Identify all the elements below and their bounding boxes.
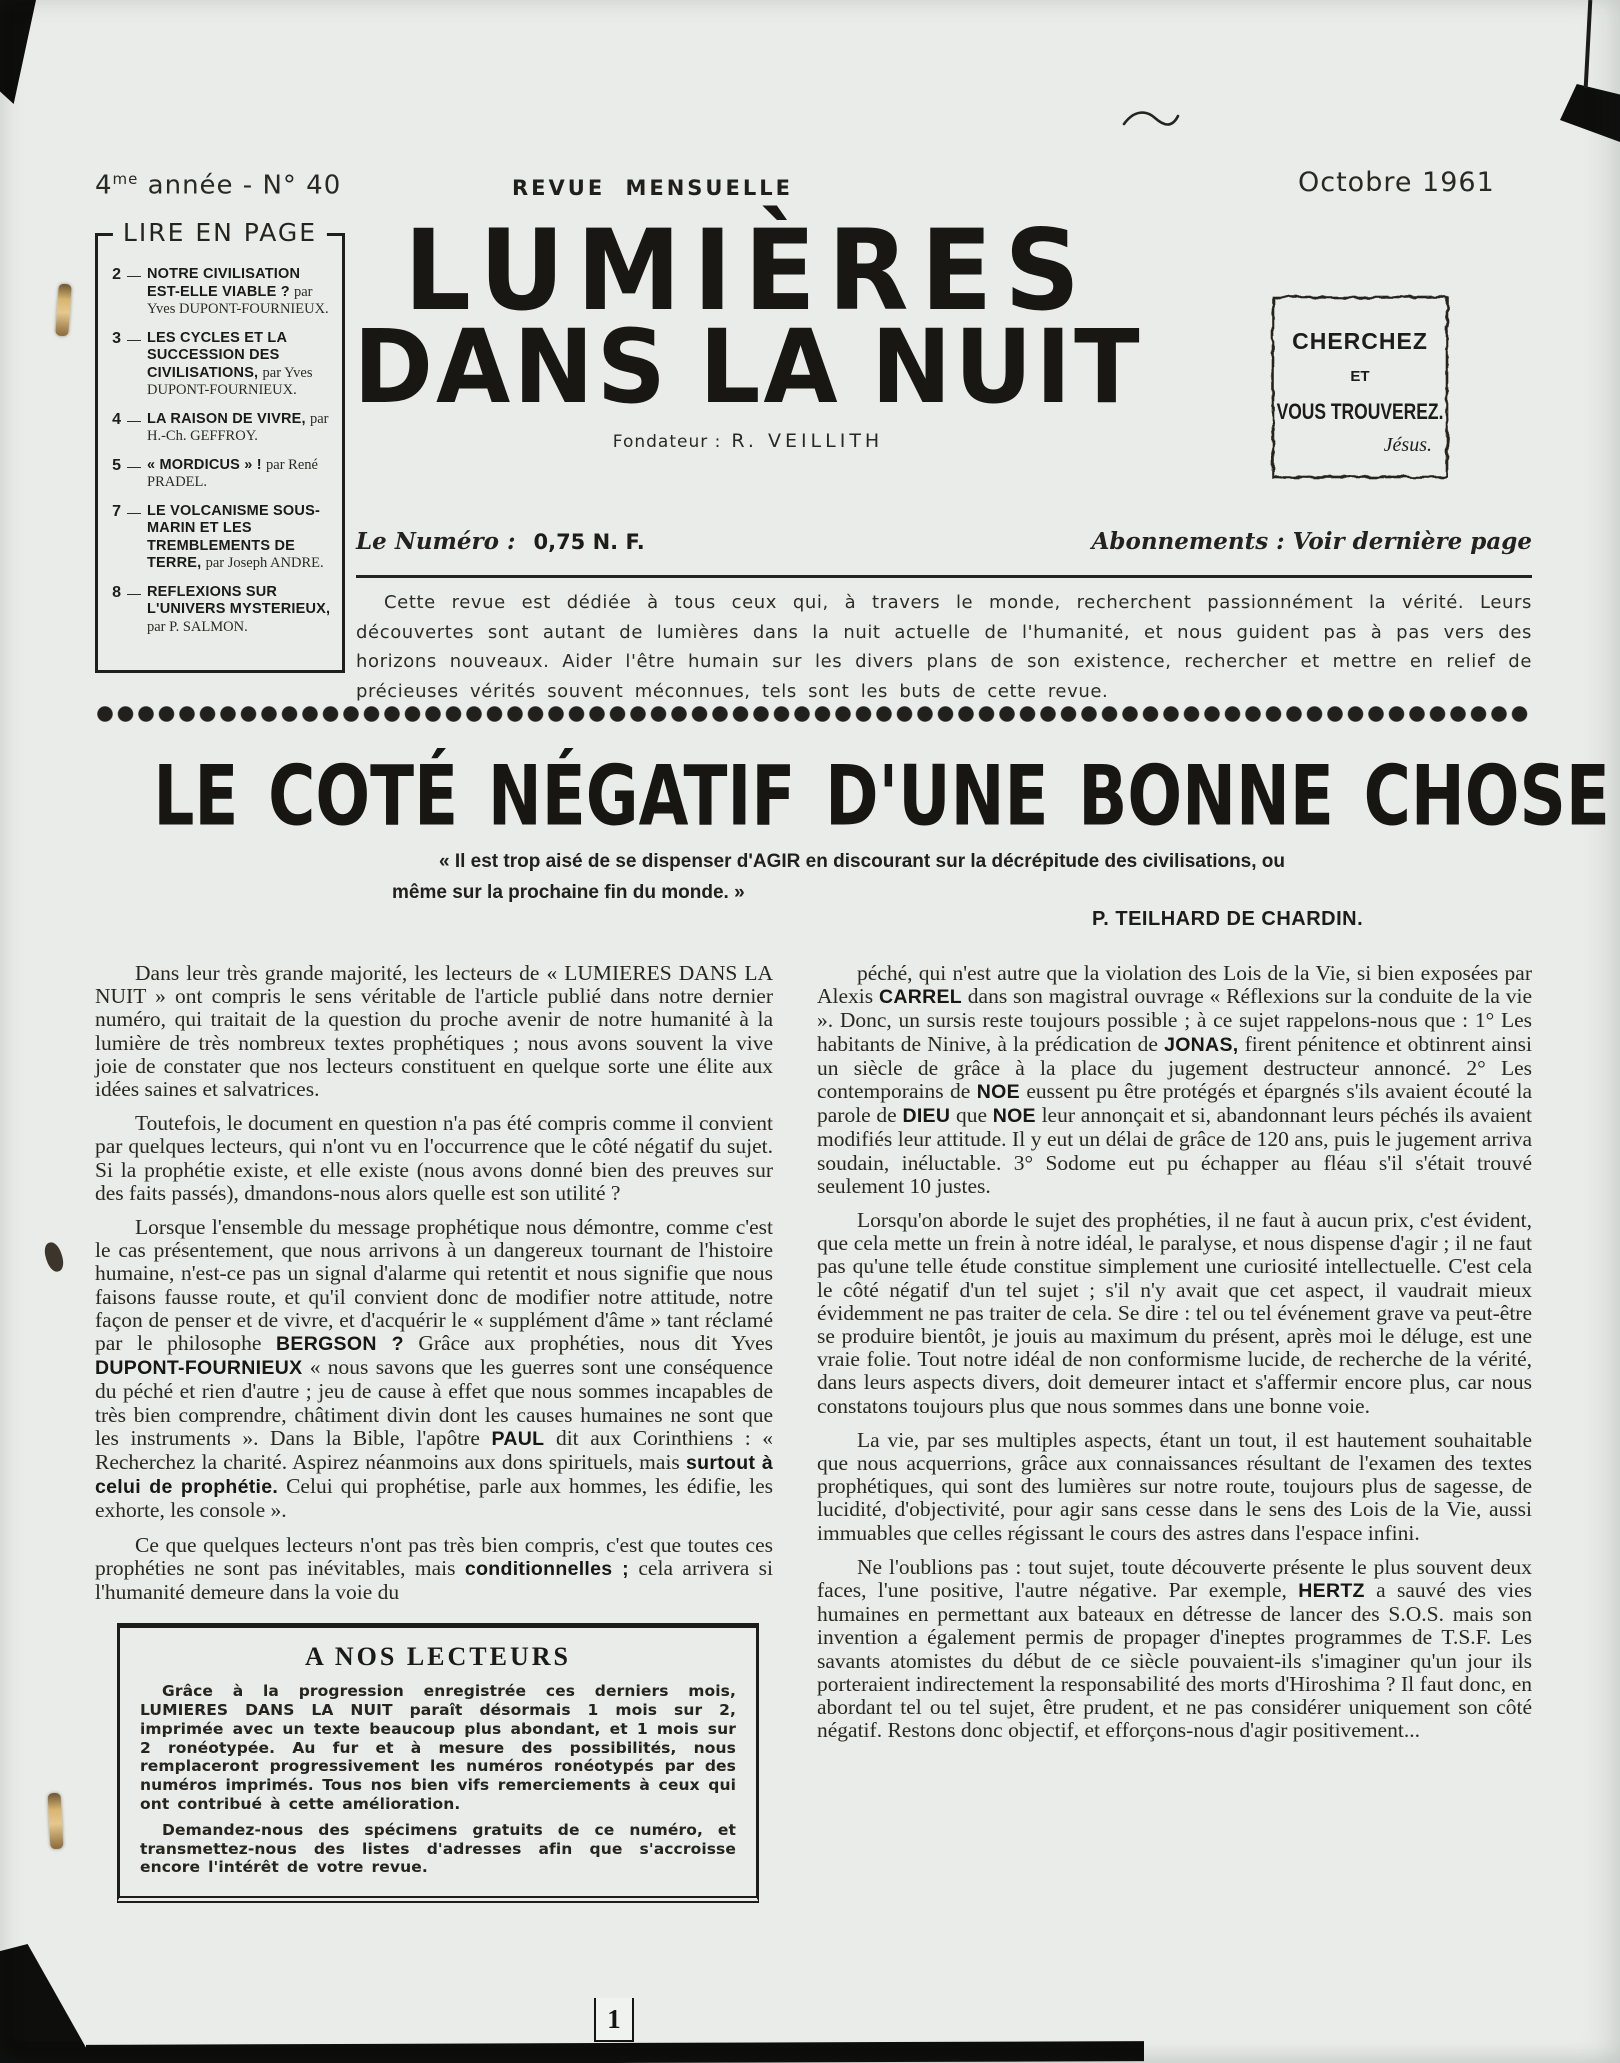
motto-line1: CHERCHEZ [1292,328,1428,354]
readers-notice-box [117,1623,759,1903]
motto-line3: VOUS TROUVEREZ. [1276,399,1444,424]
page-number: 1 [594,1998,634,2042]
toc-item-dash: — [127,457,141,474]
toc-item-dash: — [127,503,141,520]
toc-item-text: LA RAISON DE VIVRE, par H.-Ch. GEFFROY. [147,410,329,444]
issue-number: $4^{me}$ année - N° 40 [95,170,342,201]
scan-artifact-bottom-bar [86,2041,1144,2063]
readers-box-title: A NOS LECTEURS [305,1642,571,1672]
toc-item-text: NOTRE CIVILISATION EST-ELLE VIABLE ? par Yves DUPONT-FOURNIEUX. [147,266,329,317]
toc-item-text: LE VOLCANISME SOUS-MARIN ET LES TREMBLEMENTS DE TERRE, par Joseph ANDRE. [147,502,324,571]
readers-box-paragraph: Demandez-nous des spécimens gratuits de ce numéro, et transmettez-nous des listes d'adresses afin que s'accroisse encore l'intérêt de votre revue. [140,1820,736,1877]
epigraph-quote [382,846,1342,908]
price-label: Le Numéro : [356,528,516,555]
toc-item-page-number: 7 [112,502,121,520]
toc-list [104,266,332,636]
issue-superscript: me [112,170,139,188]
article-column-left [95,962,773,1903]
toc-item-dash: — [127,267,141,283]
pen-squiggle-mark [1122,106,1180,134]
staple-mark-top [55,284,72,337]
motto-box [1268,292,1452,482]
toc-title: LIRE EN PAGE [113,218,327,247]
issue-date: Octobre 1961 [1298,167,1495,198]
toc-item-text: LES CYCLES ET LA SUCCESSION DES CIVILISATIONS, par Yves DUPONT-FOURNIEUX. [147,329,313,398]
paragraph: Toutefois, le document en question n'a pas été compris comme il convient par quelques lecteurs, qui n'ont vu en l'occurrence que le côté négatif du sujet. Si la prophétie existe, et elle existe (nous avons donné bien des preuves sur des faits passés), dmandons-nous alors quelle est son utilité ? [95,1111,773,1205]
dedication-paragraph: Cette revue est dédiée à tous ceux qui, à travers le monde, recherchent passionnément la vérité. Leurs découvertes sont autant de lumières dans la nuit actuelle de l'humanité, et nous guident pas à pas vers des horizons nouveaux. Aider l'être humain sur les divers plans de son existence, rechercher et mettre en relief de précieuses vérités souvent méconnues, tels sont les buts de cette revue. [356,592,1532,702]
toc-item-text: REFLEXIONS SUR L'UNIVERS MYSTERIEUX, par P. SALMON. [147,583,331,635]
toc-item-page-number: 2 [112,266,121,283]
paragraph: Dans leur très grande majorité, les lecteurs de « LUMIERES DANS LA NUIT » ont compris le sens véritable de l'article publié dans notre dernier numéro, qui traitait de la question du proche avenir de notre humanité à la lumière de très nombreux textes prophétiques ; nous avons souvent la vive joie de constater que nos lecteurs constituent en quelque sorte une élite aux idées saines et salvatrices. [95,961,773,1102]
toc-item-page-number: 3 [112,329,121,347]
toc-item [104,330,332,400]
toc-item [104,584,332,637]
scan-artifact-top-left [0,0,36,104]
toc-box [95,218,345,673]
motto-line2: ET [1350,368,1370,385]
toc-item-text: « MORDICUS » ! par René PRADEL. [147,456,318,490]
scan-artifact-top-right [1560,84,1620,142]
staple-mark-bottom [48,1793,64,1850]
scan-artifact-bottom-left [0,1944,92,2063]
paragraph: Ne l'oublions pas : tout sujet, toute découverte présente le plus souvent deux faces, l'une positive, l'autre négative. Par exemple, HERTZ a sauvé des vies humaines en permettant aux bateaux en détresse de lancer des S.O.S. mais son invention a également permis de propager d'ineptes programmes de T.S.F. Les savants atomistes du début de ce siècle pouvaient-ils s'imaginer qu'un jour ils porteraient indirectement la responsabilité des morts d'Hiroshima ? Il faut donc, en abordant tel ou tel sujet, être prudent, et ne pas considérer uniquement son côté négatif. Restons donc objectif, et efforçons-nous d'agir positivement... [817,1554,1532,1743]
price-group [356,528,645,555]
article-column-right [817,962,1532,1903]
toc-item [104,266,332,319]
quote-line1: « Il est trop aisé de se dispenser d'AGIR en discourant sur la décrépitude des civilisations, ou [438,851,1286,872]
toc-item [104,457,332,492]
scan-artifact-top-right-line [1584,0,1593,88]
toc-item-page-number: 4 [112,410,121,428]
toc-item-dash: — [127,330,141,347]
founder-line [350,430,1146,452]
quote-line2: même sur la prochaine fin du monde. » [392,882,745,903]
horizontal-rule [356,575,1532,578]
toc-item-page-number: 5 [112,456,121,474]
ink-speck [42,1240,66,1273]
masthead-title-line2: DANS LA NUIT [353,307,1143,427]
paragraph: Ce que quelques lecteurs n'ont pas très bien compris, c'est que toutes ces prophéties ne sont pas inévitables, mais conditionnelles ; cela arrivera si l'humanité demeure dans la voie du [95,1532,773,1605]
article-body [95,962,1532,1903]
paragraph: Lorsque l'ensemble du message prophétique nous démontre, comme c'est le cas présentement, que nous arrivons à un dangereux tournant de l'histoire humaine, n'est-ce pas un signal d'alarme qui retentit et nous signifie que nous faisons fausse route, et qu'il convient donc de modifier notre attitude, notre façon de penser et de vivre, et d'acquérir le « supplément d'âme » tant réclamé par le philosophe BERGSON ? Grâce aux prophéties, nous dit Yves DUPONT-FOURNIEUX « nous savons que les guerres sont une conséquence du péché et rien d'autre ; jeu de cause à effet que nous sommes incapables de très bien comprendre, châtiment divin dont les causes humaines ne sont que les instruments ». Dans la Bible, l'apôtre PAUL dit aux Corinthiens : « Recherchez la charité. Aspirez néanmoins aux dons spirituels, mais surtout à celui de prophétie. Celui qui prophétise, parle aux hommes, les édifie, les exhorte, les console ». [95,1215,774,1523]
toc-item-dash: — [127,411,141,428]
quote-attribution: P. TEILHARD DE CHARDIN. [1092,908,1364,930]
toc-item-dash: — [127,584,141,601]
revue-type-label: REVUE MENSUELLE [512,176,793,200]
founder-name: R. VEILLITH [731,430,884,452]
motto-content [1268,292,1452,457]
readers-box-paragraph: Grâce à la progression enregistrée ces derniers mois, LUMIERES DANS LA NUIT paraît désormais 1 mois sur 2, imprimée avec un texte beaucoup plus abondant, et 1 mois sur 2 ronéotypée. Au fur et à mesure des possibilités, nous remplaceront progressivement les numéros ronéotypés par des numéros imprimés. Tous nos bien vifs remerciements à ceux qui ont contribué à cette amélioration. [140,1682,736,1814]
paragraph: péché, qui n'est autre que la violation des Lois de la Vie, si bien exposées par Alexis CARREL dans son magistral ouvrage « Réflexions sur la conduite de la vie ». Donc, un sursis reste toujours possible ; à ce sujet rappelons-nous que : 1° Les habitants de Ninive, à la prédication de JONAS, firent pénitence et obtinrent ainsi un siècle de grâce à la place du jugement destructeur annoncé. 2° Les contemporains de NOE eussent pu être protégés et épargnés s'ils avaient écouté la parole de DIEU que NOE leur annonçait et si, abandonnant leurs péchés ils avaient modifiés leur attitude. Il y eut un délai de grâce de 120 ans, puis le jugement arriva soudain, inéluctable. 3° Sodome eut pu échapper au fléau s'il s'était trouvé seulement 10 justes. [817,961,1533,1198]
price-value: 0,75 N. F. [533,530,645,554]
paragraph: Lorsqu'on aborde le sujet des prophéties, il ne faut à aucun prix, c'est évident, que cela mette un frein à notre idéal, le paralyse, et nous dispense d'agir ; il ne faut pas qu'une telle étude constitue simplement une curiosité intellectuelle. C'est cela le côté négatif d'un tel sujet ; s'il n'y avait que cet aspect, il vaudrait mieux évidemment ne pas traiter de cela. Se dire : tel ou tel événement grave va peut-être se produire bientôt, je jouis au maximum du présent, après moi le déluge, est une vraie folie. Tout notre idéal de non conformisme lucide, de recherche de la vérité, dans leurs aspects divers, doit demeurer intact et s'affermir encore plus, car nous constatons toujours plus que nous sommes dans une bonne voie. [817,1208,1532,1418]
subscription-note: Abonnements : Voir dernière page [1091,528,1532,555]
paragraph: La vie, par ses multiples aspects, étant un tout, il est hautement souhaitable que nous acquerrions, grâce aux connaissances résultant de l'examen des textes prophétiques, qui sont des lumières sur notre route, toujours plus de sagesse, de lucidité, d'objectivité, pour agir sans cesse dans le sens des Lois de la Vie, aussi immuables que celles régissant le cours des astres dans l'espace infini. [817,1427,1532,1545]
founder-label: Fondateur : [612,432,722,452]
toc-item [104,411,332,446]
article-headline: LE COTÉ NÉGATIF D'UNE BONNE CHOSE [153,748,1610,845]
motto-signature: Jésus. [1383,434,1432,456]
masthead [350,206,1146,452]
scalloped-divider [95,706,1532,723]
masthead-title-line1: LUMIÈRES [404,206,1092,336]
price-row [356,528,1532,555]
toc-item [104,503,332,573]
toc-item-page-number: 8 [112,583,121,601]
